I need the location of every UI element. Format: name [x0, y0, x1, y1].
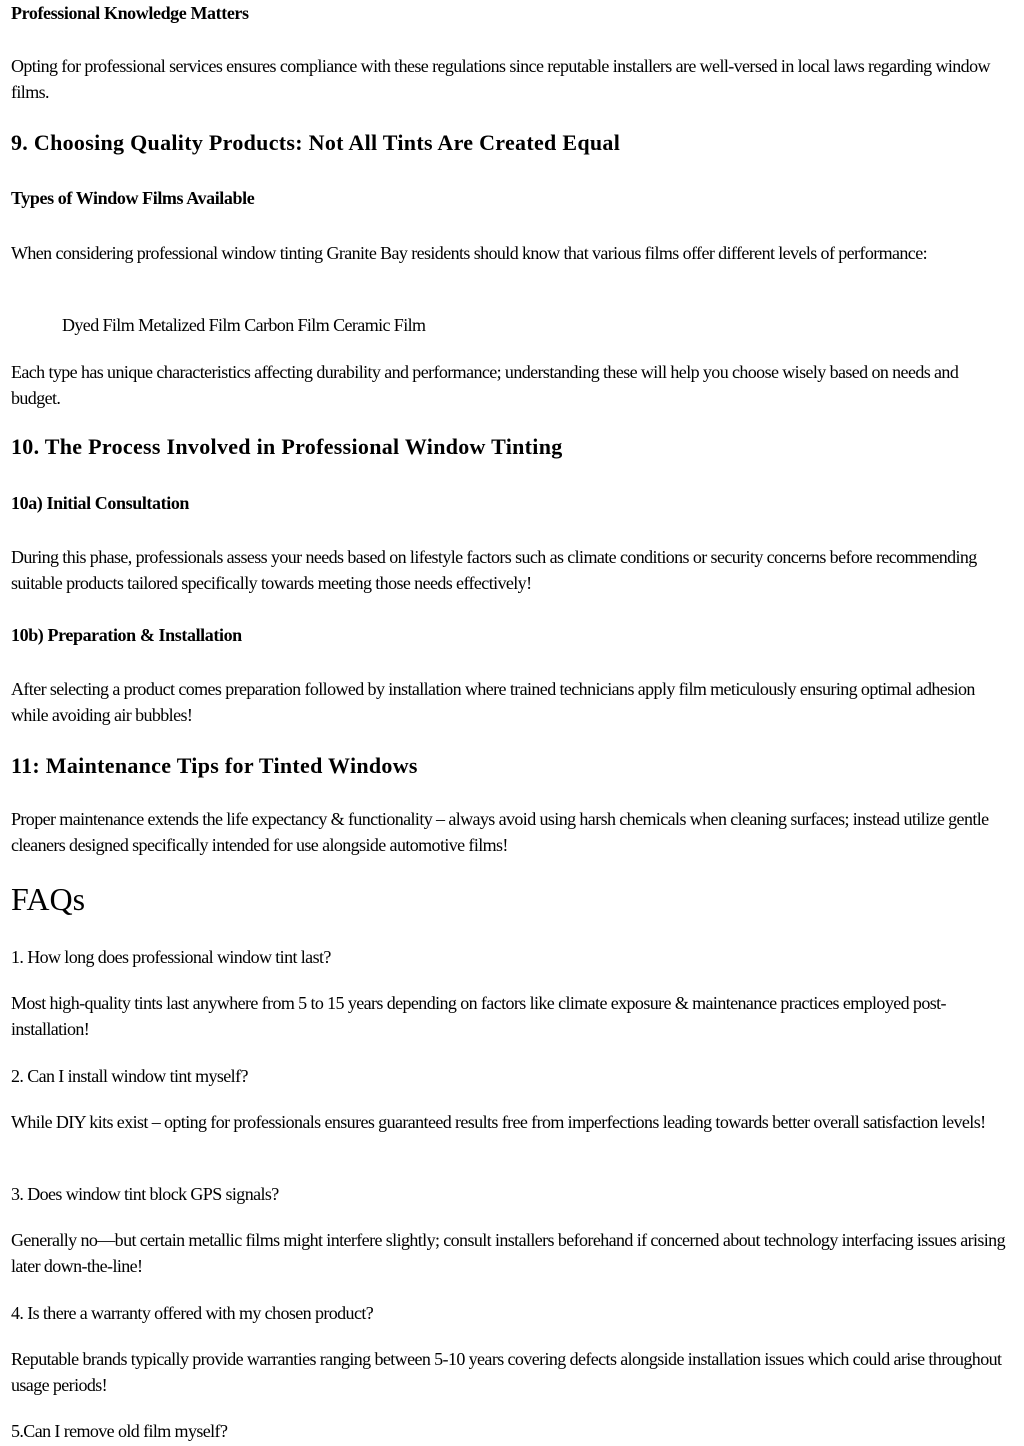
- faq-question: 4. Is there a warranty offered with my chosen product?: [11, 1303, 374, 1323]
- paragraph-professional-knowledge: Opting for professional services ensures compliance with these regulations since reputable installers are well-versed in local laws regarding window films.: [11, 56, 990, 102]
- subheading-types-of-films: Types of Window Films Available: [11, 188, 255, 208]
- paragraph-film-characteristics: Each type has unique characteristics affecting durability and performance; understanding these will help you choose wisely based on needs and budget.: [11, 362, 959, 408]
- list-item: Dyed Film: [62, 315, 135, 335]
- film-types-list: [11, 312, 429, 338]
- paragraph-films-intro: When considering professional window tinting Granite Bay residents should know that various films offer different levels of performance:: [11, 243, 927, 263]
- paragraph-10a: During this phase, professionals assess your needs based on lifestyle factors such as climate conditions or security concerns before recommending suitable products tailored specifically towards meeting those needs effectively!: [11, 547, 977, 593]
- subheading-10a: 10a) Initial Consultation: [11, 493, 190, 513]
- faq-answer: Generally no—but certain metallic films might interfere slightly; consult installers beforehand if concerned about technology interfacing issues arising later down-the-line!: [11, 1230, 1005, 1276]
- list-item: Metalized Film: [138, 315, 241, 335]
- section-heading-9: 9. Choosing Quality Products: Not All Tints Are Created Equal: [11, 130, 621, 155]
- faq-question: 3. Does window tint block GPS signals?: [11, 1184, 279, 1204]
- paragraph-10b: After selecting a product comes preparation followed by installation where trained technicians apply film meticulously ensuring optimal adhesion while avoiding air bubbles!: [11, 679, 975, 725]
- faq-question: 2. Can I install window tint myself?: [11, 1066, 248, 1086]
- faq-question: 5.Can I remove old film myself?: [11, 1421, 228, 1441]
- faq-answer: Most high-quality tints last anywhere from 5 to 15 years depending on factors like climate exposure & maintenance practices employed post-installation!: [11, 993, 946, 1039]
- list-item: Carbon Film: [244, 315, 330, 335]
- list-item: Ceramic Film: [333, 315, 426, 335]
- faq-answer: Reputable brands typically provide warranties ranging between 5-10 years covering defects alongside installation issues which could arise throughout usage periods!: [11, 1349, 1002, 1395]
- faq-answer: While DIY kits exist – opting for professionals ensures guaranteed results free from imperfections leading towards better overall satisfaction levels!: [11, 1112, 986, 1132]
- section-heading-professional-knowledge: Professional Knowledge Matters: [11, 3, 249, 23]
- subheading-10b: 10b) Preparation & Installation: [11, 625, 242, 645]
- section-heading-10: 10. The Process Involved in Professional Window Tinting: [11, 434, 563, 459]
- paragraph-11: Proper maintenance extends the life expectancy & functionality – always avoid using harsh chemicals when cleaning surfaces; instead utilize gentle cleaners designed specifically intended for use alongside automotive films!: [11, 809, 989, 855]
- section-heading-11: 11: Maintenance Tips for Tinted Windows: [11, 753, 418, 778]
- faqs-heading: FAQs: [11, 881, 86, 917]
- faq-question: 1. How long does professional window tint last?: [11, 947, 331, 967]
